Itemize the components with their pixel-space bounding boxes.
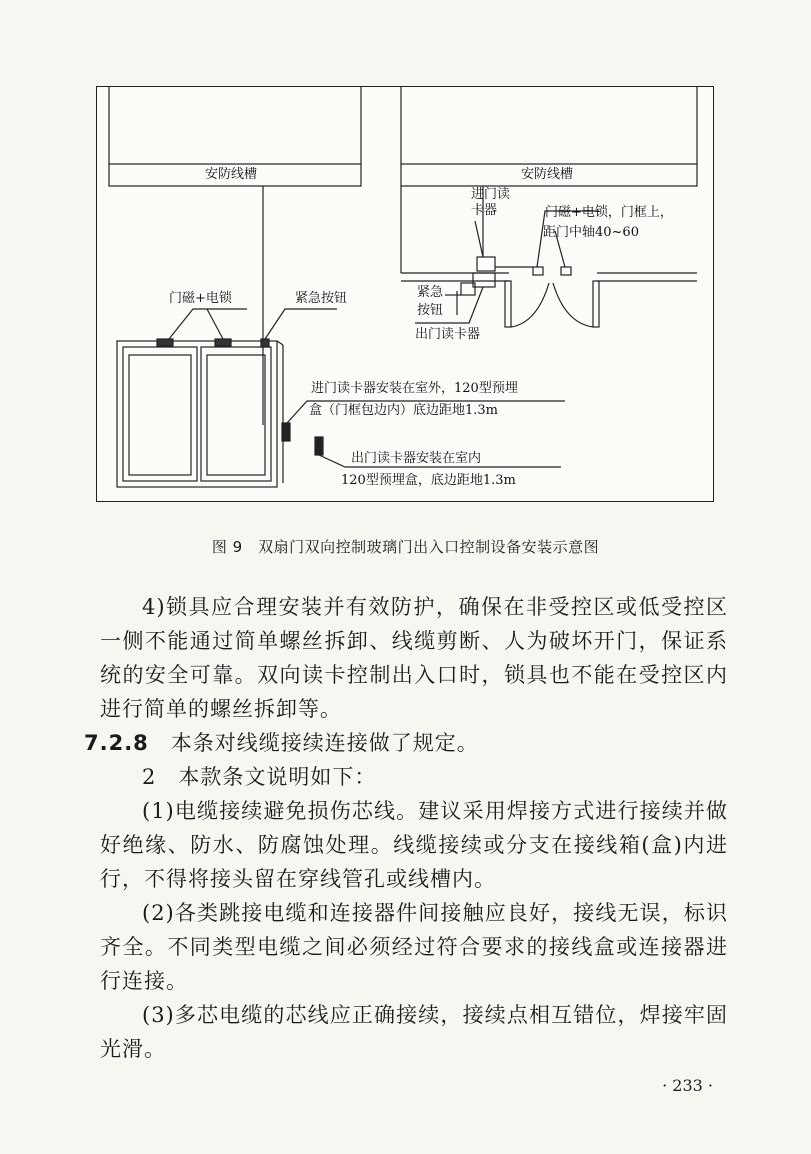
exit-reader-note-2: 120型预埋盒，底边距地1.3m [341, 473, 516, 488]
paragraph-jumper-cable: (2)各类跳接电缆和连接器件间接触应良好，接线无误，标识齐全。不同类型电缆之间必须经过符合要求的接线盒或连接器进行连接。 [100, 901, 728, 993]
entry-label-leader [475, 221, 483, 257]
paragraph-lock-protection: 4)锁具应合理安装并有效防护，确保在非受控区或低受控区一侧不能通过简单螺丝拆卸、线缆剪断、人为破坏开门，保证系统的安全可靠。双向读卡控制出入口时，锁具也不能在受控区内进行简单的螺丝拆卸等。 [100, 595, 728, 721]
left-trunk-label: 安防线槽 [205, 167, 258, 182]
swing-arc-left [511, 283, 549, 327]
right-emergency-label-1: 紧急 [417, 285, 444, 300]
lock-leader-2 [207, 309, 223, 339]
paragraph-item-2: 2 本款条文说明如下： [142, 765, 377, 789]
frame-edge [277, 341, 283, 345]
right-lock-note-2: 距门中轴40~60 [543, 225, 639, 240]
left-lock-label: 门磁+电锁 [169, 291, 232, 306]
right-leaf-left [505, 281, 511, 327]
left-emergency-label: 紧急按钮 [295, 291, 348, 306]
right-door-glass [207, 355, 265, 475]
lock-block-1 [157, 339, 173, 346]
emergency-button [261, 339, 269, 347]
page-number: · 233 · [662, 1076, 713, 1095]
right-lock-note-1: 门磁+电锁，门框上， [545, 205, 673, 220]
right-exit-reader-label: 出门读卡器 [415, 327, 481, 342]
left-door-glass [129, 355, 191, 475]
exit-reader [315, 437, 323, 455]
entry-reader [282, 423, 290, 441]
right-entry-reader-label-2: 卡器 [471, 203, 498, 218]
figure-caption: 图 9 双扇门双向控制玻璃门出入口控制设备安装示意图 [211, 538, 600, 556]
section-text: 本条对线缆接续连接做了规定。 [148, 731, 479, 755]
exit-reader-note-1: 出门读卡器安装在室内 [351, 451, 482, 466]
right-leaf-right [593, 281, 599, 327]
right-trunk-label: 安防线槽 [521, 167, 574, 182]
lock-block-a [533, 267, 543, 275]
paragraph-cable-splice: (1)电缆接续避免损伤芯线。建议采用焊接方式进行接续并做好绝缘、防水、防腐蚀处理。线缆接续或分支在接线箱(盒)内进行，不得将接头留在穿线管孔或线槽内。 [100, 799, 728, 891]
left-diagram [109, 87, 565, 487]
right-emergency-label-2: 按钮 [417, 303, 444, 318]
entry-reader-box [477, 257, 495, 271]
swing-arc-right [553, 283, 593, 327]
left-door-leaf [123, 347, 197, 481]
entry-reader-note-1: 进门读卡器安装在室外，120型预埋 [311, 381, 518, 396]
lock-block-2 [215, 339, 231, 346]
right-entry-reader-label-1: 进门读 [471, 187, 511, 202]
lock-block-b [561, 267, 571, 275]
entry-reader-note-2: 盒（门框包边内）底边距地1.3m [309, 403, 499, 418]
installation-figure [96, 86, 714, 502]
lock-leader-1 [169, 309, 247, 339]
section-number: 7.2.8 [84, 731, 149, 755]
emergency-leader [265, 309, 337, 339]
exit-reader-box [473, 273, 495, 287]
paragraph-multicore: (3)多芯电缆的芯线应正确接续，接续点相互错位，焊接牢固光滑。 [100, 1003, 728, 1061]
right-door-leaf [201, 347, 271, 481]
paragraph-section-heading [84, 726, 728, 760]
